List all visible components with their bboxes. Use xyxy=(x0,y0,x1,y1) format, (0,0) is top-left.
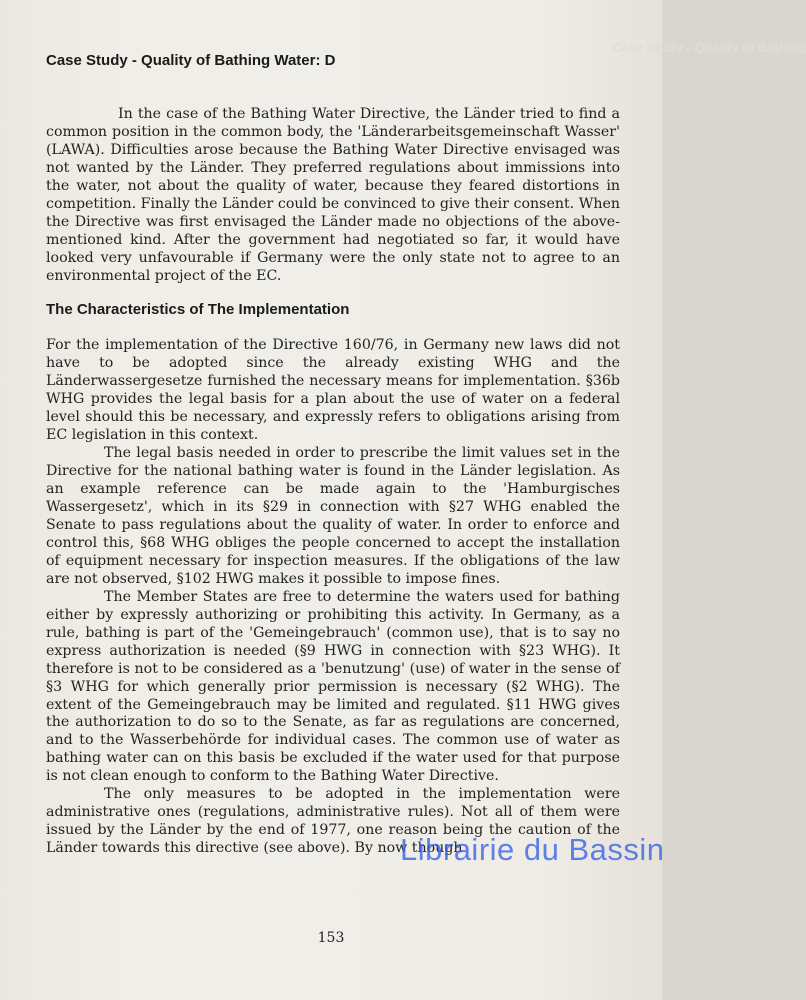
show-through-text: Case Study - Quality of Bathing xyxy=(612,40,806,55)
page-content xyxy=(46,52,620,858)
body-paragraph: For the implementation of the Directive 160/76, in Germany new laws did not have to be adopted since the already existing WHG and the Länderwassergesetze furnished the necessary means for implementation. §36b WHG provides the legal basis for a plan about the use of water on a federal level should this be necessary, and expressly refers to obligations arising from EC legislation in this context. xyxy=(46,337,620,444)
section-heading: The Characteristics of The Implementation xyxy=(46,301,350,319)
body-paragraph: The only measures to be adopted in the implementation were administrative ones (regulations, administrative rules). Not all of them were issued by the Länder by the end of 1977, one reason being the caution of the Länder towards this directive (see above). By now though xyxy=(46,786,620,857)
page-number: 153 xyxy=(317,930,345,946)
watermark: Librairie du Bassin xyxy=(400,832,665,867)
intro-paragraph: In the case of the Bathing Water Directive, the Länder tried to find a common position in the common body, the 'Länderarbeitsgemeinschaft Wasser' (LAWA). Difficulties arose because the Bathing Water Directive envisaged was not wanted by the Länder. They preferred regulations about immissions into the water, not about the quality of water, because they feared distortions in competition. Finally the Länder could be convinced to give their consent. When the Directive was first envisaged the Länder made no objections of the above-mentioned kind. After the government had negotiated so far, it would have looked very unfavourable if Germany were the only state not to agree to an environmental project of the EC. xyxy=(46,105,620,284)
body-paragraph: The Member States are free to determine the waters used for bathing either by expressly authorizing or prohibiting this activity. In Germany, as a rule, bathing is part of the 'Gemeingebrauch' (common use), that is to say no express authorization is needed (§9 HWG in connection with §23 WHG). It therefore is not to be considered as a 'benutzung' (use) of water in the sense of §3 WHG for which generally prior permission is necessary (§2 WHG). The extent of the Gemeingebrauch may be limited and regulated. §11 HWG gives the authorization to do so to the Senate, as far as regulations are concerned, and to the Wasserbehörde for individual cases. The common use of water as bathing water can on this basis be excluded if the water used for that purpose is not clean enough to conform to the Bathing Water Directive. xyxy=(46,588,620,785)
page-title: Case Study - Quality of Bathing Water: D xyxy=(46,52,336,69)
body-paragraph: The legal basis needed in order to prescribe the limit values set in the Directive for the national bathing water is found in the Länder legislation. As an example reference can be made again to the 'Hamburgisches Wassergesetz', which in its §29 in connection with §27 WHG enabled the Senate to pass regulations about the quality of water. In order to enforce and control this, §68 WHG obliges the people concerned to accept the installation of equipment necessary for inspection measures. If the obligations of the law are not observed, §102 HWG makes it possible to impose fines. xyxy=(46,445,620,587)
